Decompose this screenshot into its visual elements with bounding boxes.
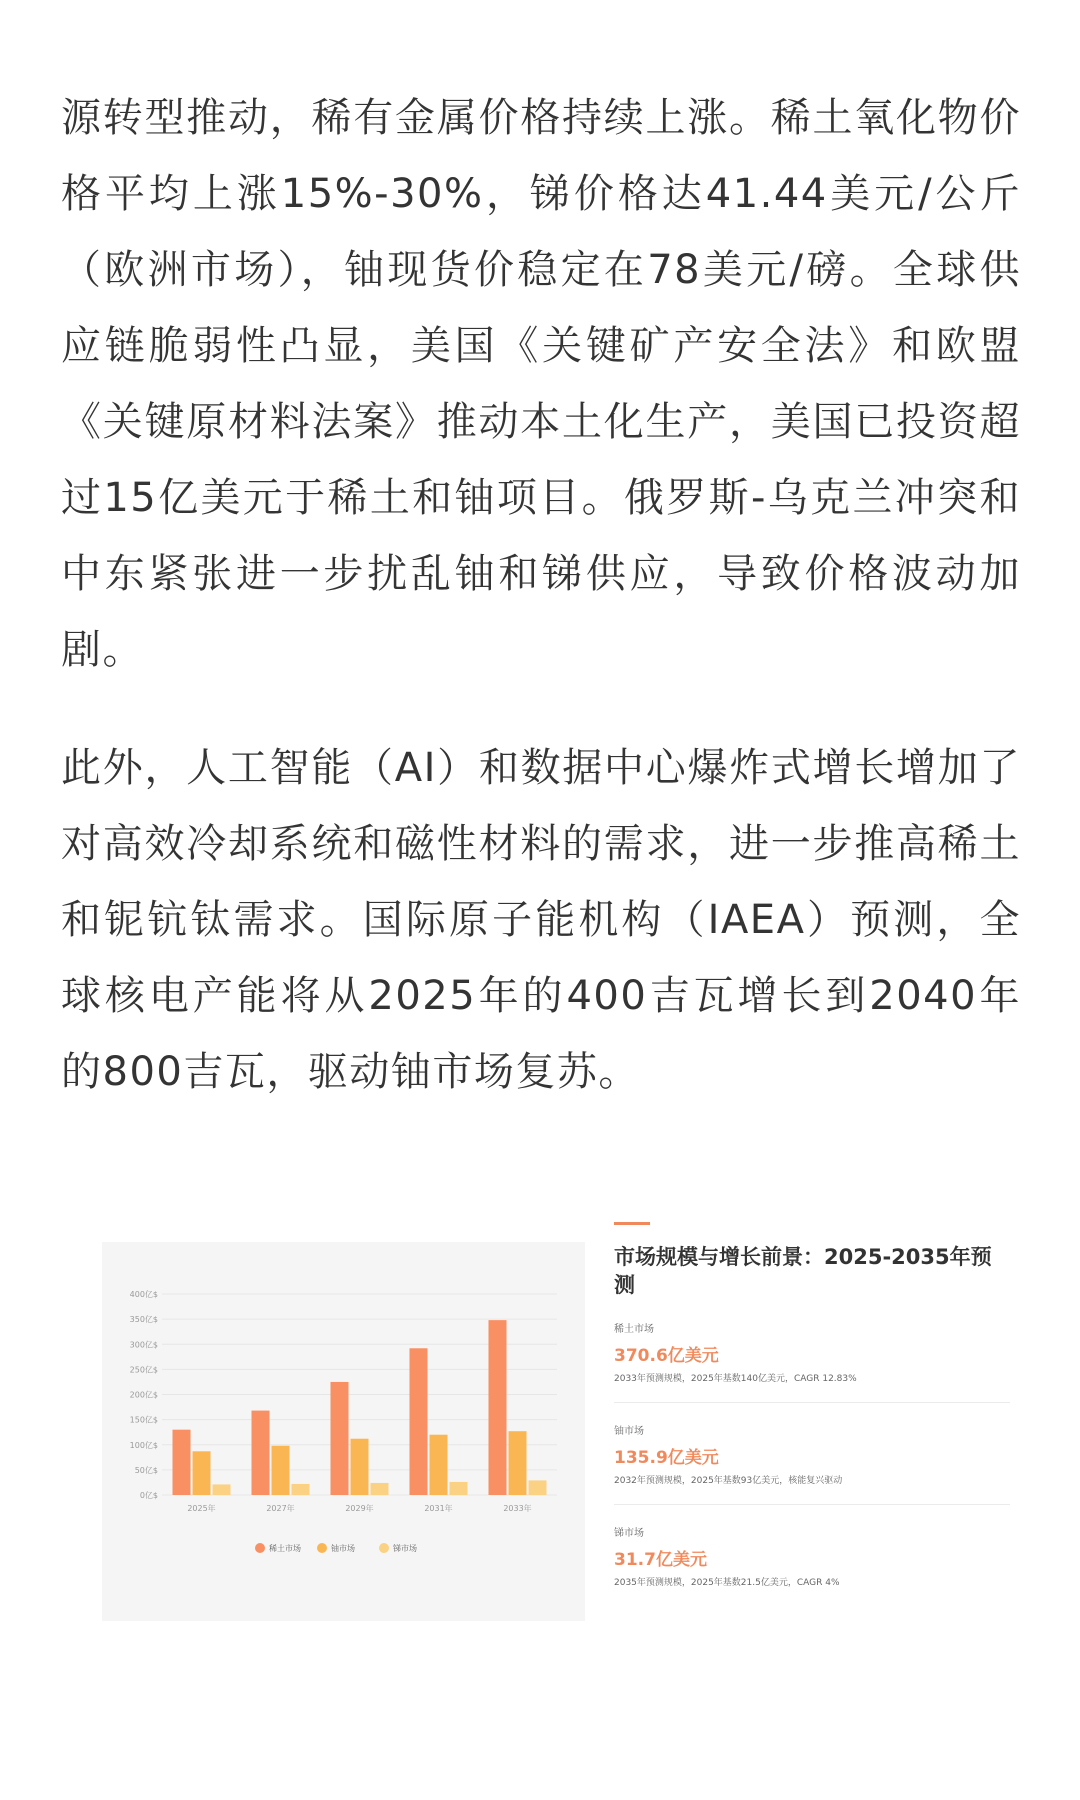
x-tick-label: 2031年	[424, 1504, 453, 1513]
y-tick-label: 300亿$	[129, 1340, 158, 1350]
metric-value: 31.7亿美元	[614, 1550, 707, 1570]
bar	[213, 1484, 231, 1495]
bar	[410, 1348, 428, 1495]
bar	[193, 1451, 211, 1495]
bar	[430, 1435, 448, 1495]
article-paragraph: 此外，人工智能（AI）和数据中心爆炸式增长增加了对高效冷却系统和磁性材料的需求，进一步推高稀土和铌钪钛需求。国际原子能机构（IAEA）预测，全球核电产能将从2025年的400吉瓦增长到2040年的800吉瓦，驱动铀市场复苏。	[61, 745, 1021, 1095]
x-tick-label: 2033年	[503, 1504, 532, 1513]
article-body	[61, 80, 1021, 1110]
y-tick-label: 400亿$	[129, 1290, 158, 1299]
bar-chart-panel	[102, 1242, 585, 1621]
y-tick-label: 200亿$	[129, 1390, 158, 1400]
legend-marker	[379, 1543, 389, 1553]
panel-title: 市场规模与增长前景：2025-2035年预测	[614, 1245, 992, 1297]
metric-value: 370.6亿美元	[614, 1346, 719, 1366]
y-tick-label: 100亿$	[129, 1440, 158, 1450]
metric-label: 稀土市场	[614, 1324, 654, 1335]
y-tick-label: 0亿$	[139, 1491, 158, 1500]
bar	[331, 1382, 349, 1495]
bar	[292, 1484, 310, 1495]
article-paragraph: 源转型推动，稀有金属价格持续上涨。稀土氧化物价格平均上涨15%-30%，锑价格达41.44美元/公斤（欧洲市场），铀现货价稳定在78美元/磅。全球供应链脆弱性凸显，美国《关键矿产安全法》和欧盟《关键原材料法案》推动本土化生产，美国已投资超过15亿美元于稀土和铀项目。俄罗斯-乌克兰冲突和中东紧张进一步扰乱铀和锑供应，导致价格波动加剧。	[61, 95, 1021, 673]
bar	[173, 1430, 191, 1495]
x-tick-label: 2027年	[266, 1504, 295, 1513]
metric-uranium	[614, 1425, 1010, 1505]
y-tick-label: 150亿$	[129, 1415, 158, 1425]
metric-label: 锑市场	[614, 1528, 644, 1539]
metric-description: 2033年预测规模，2025年基数140亿美元，CAGR 12.83%	[614, 1374, 857, 1384]
bar	[489, 1320, 507, 1495]
accent-line	[614, 1222, 650, 1225]
metric-description: 2035年预测规模，2025年基数21.5亿美元，CAGR 4%	[614, 1578, 840, 1588]
x-tick-label: 2029年	[345, 1504, 374, 1513]
legend-label: 锑市场	[393, 1544, 417, 1553]
legend-label: 铀市场	[331, 1544, 355, 1553]
metric-antimony	[614, 1527, 1010, 1606]
bar	[450, 1482, 468, 1495]
legend-label: 稀土市场	[269, 1544, 301, 1553]
y-tick-label: 350亿$	[129, 1315, 158, 1325]
y-tick-label: 250亿$	[129, 1365, 158, 1375]
bar	[529, 1480, 547, 1495]
bar	[371, 1483, 389, 1495]
bar-chart	[102, 1242, 585, 1621]
metric-value: 135.9亿美元	[614, 1448, 719, 1468]
x-tick-label: 2025年	[187, 1504, 216, 1513]
bar	[272, 1446, 290, 1495]
market-forecast-panel	[614, 1222, 1010, 1628]
metric-label: 铀市场	[614, 1426, 644, 1437]
metric-description: 2032年预测规模，2025年基数93亿美元，核能复兴驱动	[614, 1476, 843, 1486]
bar	[509, 1431, 527, 1495]
bar	[252, 1411, 270, 1495]
y-tick-label: 50亿$	[134, 1465, 158, 1475]
bar	[351, 1439, 369, 1495]
legend-marker	[317, 1543, 327, 1553]
legend-marker	[255, 1543, 265, 1553]
metric-rare-earth	[614, 1323, 1010, 1403]
